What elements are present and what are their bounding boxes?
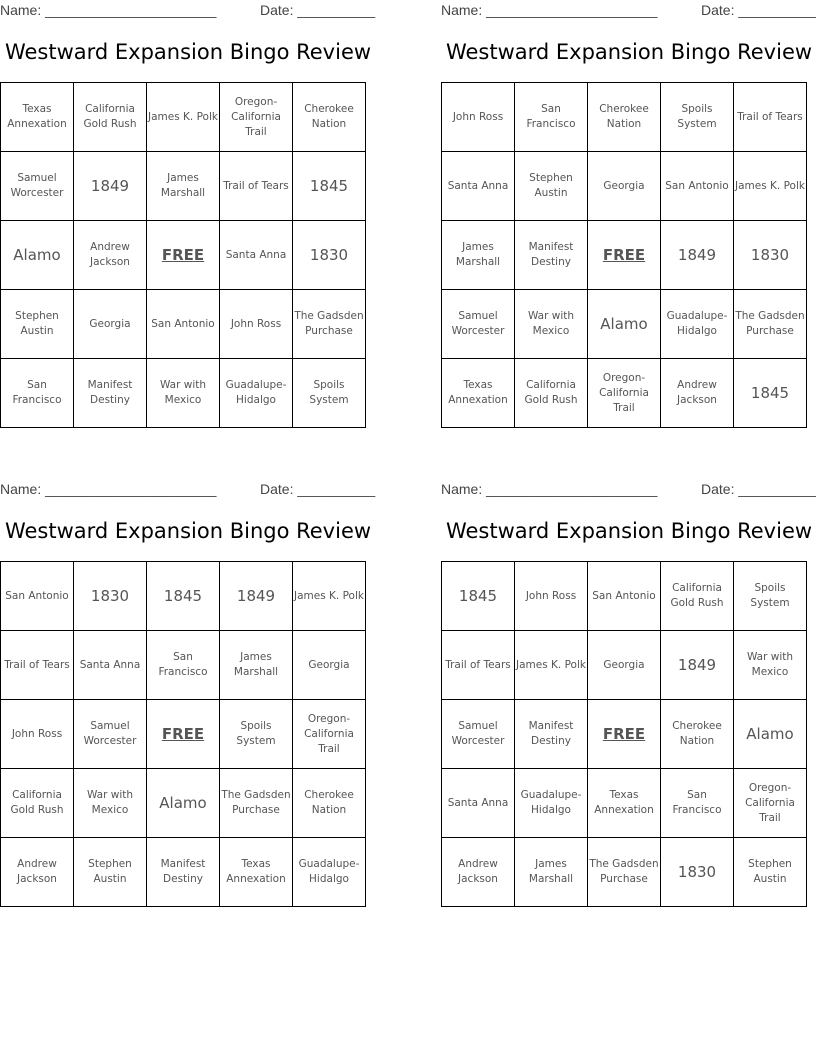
bingo-cell: Texas Annexation: [220, 838, 293, 907]
bingo-cell: Trail of Tears: [1, 631, 74, 700]
date-line: Date: __________: [260, 2, 376, 18]
bingo-cell: War with Mexico: [74, 769, 147, 838]
bingo-cell: Andrew Jackson: [442, 838, 515, 907]
bingo-cell: Santa Anna: [220, 221, 293, 290]
bingo-cell: 1849: [661, 221, 734, 290]
bingo-cell: The Gadsden Purchase: [293, 290, 366, 359]
bingo-grid: [441, 82, 807, 428]
bingo-cell: San Antonio: [147, 290, 220, 359]
bingo-cell: Trail of Tears: [220, 152, 293, 221]
bingo-cell: The Gadsden Purchase: [588, 838, 661, 907]
bingo-cell: War with Mexico: [515, 290, 588, 359]
date-line: Date: __________: [701, 2, 816, 18]
bingo-cell: Alamo: [734, 700, 807, 769]
bingo-cell: Georgia: [588, 152, 661, 221]
date-line: Date: __________: [701, 481, 816, 497]
bingo-cell: San Francisco: [661, 769, 734, 838]
bingo-cell: Andrew Jackson: [74, 221, 147, 290]
card-header: [0, 2, 376, 20]
bingo-cell: San Francisco: [1, 359, 74, 428]
card-title: Westward Expansion Bingo Review: [445, 519, 813, 543]
bingo-cell: California Gold Rush: [74, 83, 147, 152]
bingo-cell: Andrew Jackson: [661, 359, 734, 428]
bingo-cell: Spoils System: [734, 562, 807, 631]
bingo-cell: Samuel Worcester: [74, 700, 147, 769]
bingo-cell: 1849: [220, 562, 293, 631]
bingo-cell: 1830: [661, 838, 734, 907]
bingo-grid: [441, 561, 807, 907]
bingo-cell: Guadalupe-Hidalgo: [515, 769, 588, 838]
bingo-cell: FREE: [147, 221, 220, 290]
bingo-cell: Manifest Destiny: [147, 838, 220, 907]
bingo-cell: James K. Polk: [515, 631, 588, 700]
date-line: Date: __________: [260, 481, 376, 497]
bingo-grid: [0, 82, 366, 428]
card-header: [441, 481, 816, 499]
bingo-cell: Santa Anna: [442, 769, 515, 838]
name-line: Name: ______________________: [0, 2, 217, 18]
bingo-cell: Cherokee Nation: [293, 83, 366, 152]
bingo-cell: James K. Polk: [734, 152, 807, 221]
name-line: Name: ______________________: [441, 2, 658, 18]
bingo-cell: FREE: [588, 221, 661, 290]
bingo-cell: Samuel Worcester: [442, 290, 515, 359]
bingo-cell: California Gold Rush: [1, 769, 74, 838]
bingo-cell: Georgia: [293, 631, 366, 700]
bingo-cell: San Antonio: [661, 152, 734, 221]
bingo-cell: 1845: [734, 359, 807, 428]
bingo-cell: Alamo: [147, 769, 220, 838]
bingo-cell: War with Mexico: [147, 359, 220, 428]
bingo-cell: James Marshall: [442, 221, 515, 290]
bingo-cell: San Antonio: [1, 562, 74, 631]
bingo-cell: Alamo: [588, 290, 661, 359]
bingo-cell: Oregon-California Trail: [734, 769, 807, 838]
bingo-cell: 1849: [74, 152, 147, 221]
bingo-cell: Santa Anna: [74, 631, 147, 700]
bingo-cell: San Francisco: [147, 631, 220, 700]
bingo-cell: Guadalupe-Hidalgo: [293, 838, 366, 907]
bingo-cell: James K. Polk: [293, 562, 366, 631]
bingo-cell: War with Mexico: [734, 631, 807, 700]
bingo-cell: Samuel Worcester: [1, 152, 74, 221]
bingo-cell: Spoils System: [220, 700, 293, 769]
bingo-cell: James K. Polk: [147, 83, 220, 152]
bingo-cell: Texas Annexation: [442, 359, 515, 428]
bingo-cell: Guadalupe-Hidalgo: [220, 359, 293, 428]
bingo-cell: FREE: [588, 700, 661, 769]
card-title: Westward Expansion Bingo Review: [445, 40, 813, 64]
bingo-cell: Stephen Austin: [74, 838, 147, 907]
bingo-cell: John Ross: [1, 700, 74, 769]
bingo-cell: James Marshall: [147, 152, 220, 221]
bingo-cell: 1830: [734, 221, 807, 290]
bingo-cell: California Gold Rush: [661, 562, 734, 631]
bingo-cell: James Marshall: [220, 631, 293, 700]
bingo-cell: Samuel Worcester: [442, 700, 515, 769]
bingo-cell: Oregon-California Trail: [293, 700, 366, 769]
bingo-cell: FREE: [147, 700, 220, 769]
name-line: Name: ______________________: [0, 481, 217, 497]
card-title: Westward Expansion Bingo Review: [4, 40, 372, 64]
card-title: Westward Expansion Bingo Review: [4, 519, 372, 543]
bingo-cell: Cherokee Nation: [661, 700, 734, 769]
bingo-cell: Manifest Destiny: [515, 221, 588, 290]
bingo-cell: Alamo: [1, 221, 74, 290]
bingo-cell: California Gold Rush: [515, 359, 588, 428]
bingo-cell: 1845: [293, 152, 366, 221]
bingo-cell: John Ross: [515, 562, 588, 631]
bingo-cell: James Marshall: [515, 838, 588, 907]
bingo-cell: Cherokee Nation: [293, 769, 366, 838]
bingo-cell: 1849: [661, 631, 734, 700]
bingo-cell: Spoils System: [293, 359, 366, 428]
bingo-cell: Oregon-California Trail: [588, 359, 661, 428]
bingo-cell: 1830: [293, 221, 366, 290]
bingo-cell: The Gadsden Purchase: [734, 290, 807, 359]
bingo-cell: San Francisco: [515, 83, 588, 152]
bingo-cell: Georgia: [74, 290, 147, 359]
bingo-cell: Manifest Destiny: [515, 700, 588, 769]
bingo-cell: Trail of Tears: [442, 631, 515, 700]
bingo-grid: [0, 561, 366, 907]
bingo-cell: Cherokee Nation: [588, 83, 661, 152]
bingo-cell: Oregon-California Trail: [220, 83, 293, 152]
bingo-cell: John Ross: [220, 290, 293, 359]
bingo-cell: Trail of Tears: [734, 83, 807, 152]
bingo-cell: Texas Annexation: [588, 769, 661, 838]
card-header: [441, 2, 816, 20]
bingo-cell: Texas Annexation: [1, 83, 74, 152]
name-line: Name: ______________________: [441, 481, 658, 497]
bingo-cell: 1845: [147, 562, 220, 631]
bingo-cell: Stephen Austin: [515, 152, 588, 221]
bingo-cell: The Gadsden Purchase: [220, 769, 293, 838]
card-header: [0, 481, 376, 499]
bingo-cell: 1830: [74, 562, 147, 631]
bingo-cell: Stephen Austin: [734, 838, 807, 907]
bingo-cell: Guadalupe-Hidalgo: [661, 290, 734, 359]
bingo-cell: Stephen Austin: [1, 290, 74, 359]
bingo-cell: San Antonio: [588, 562, 661, 631]
bingo-cell: John Ross: [442, 83, 515, 152]
bingo-cell: 1845: [442, 562, 515, 631]
bingo-cell: Santa Anna: [442, 152, 515, 221]
bingo-cell: Spoils System: [661, 83, 734, 152]
bingo-cell: Andrew Jackson: [1, 838, 74, 907]
bingo-cell: Manifest Destiny: [74, 359, 147, 428]
bingo-cell: Georgia: [588, 631, 661, 700]
